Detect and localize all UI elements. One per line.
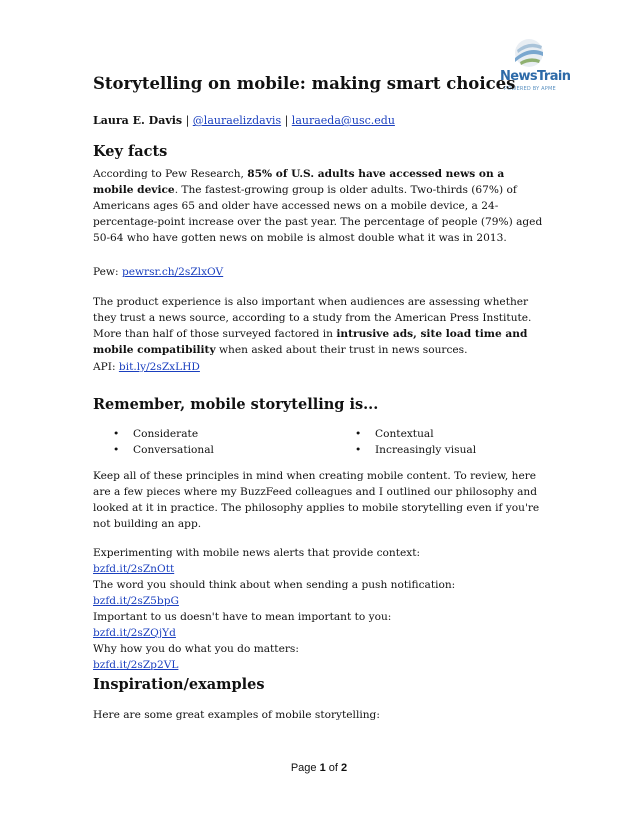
- page-label: Page: [290, 762, 320, 774]
- principles-column-right: [355, 426, 476, 458]
- source-label: API:: [93, 361, 119, 373]
- principles-column-left: [113, 426, 214, 458]
- page-of-label: of: [325, 762, 342, 774]
- paragraph-text: The product experience is also important when audiences are assessing whether they trust a news source, according to a study from the American Press Institute. More than half of those surveyed factored in: [93, 296, 532, 340]
- paragraph-text: According to Pew Research,: [93, 168, 248, 180]
- page-title: Storytelling on mobile: making smart choices: [93, 74, 516, 93]
- byline: [93, 114, 395, 127]
- list-item: • Contextual: [355, 426, 476, 442]
- list-item: • Considerate: [113, 426, 214, 442]
- article-link[interactable]: bzfd.it/2sZQjYd: [93, 627, 176, 639]
- newstrain-logo-mark-icon: [512, 38, 546, 68]
- inspiration-paragraph: Here are some great examples of mobile storytelling:: [93, 709, 380, 721]
- source-label: Pew:: [93, 266, 122, 278]
- pew-source: [93, 264, 545, 280]
- highlight-text: intrusive ads, site load time and mobile compatibility: [93, 328, 528, 356]
- paragraph-text: . The fastest-growing group is older adults. Two-thirds (67%) of Americans ages 65 and older have accessed news on a mobile device, a 24-percentage-point increase over the past year. The percentage of people (79%) aged 50-64 who have gotten news on mobile is almost double what it was in 2013.: [93, 184, 543, 244]
- highlight-text: 85% of U.S. adults have accessed news on a mobile device: [93, 168, 505, 196]
- trust-paragraph: [93, 294, 545, 358]
- api-link[interactable]: bit.ly/2sZxLHD: [118, 361, 200, 373]
- logo-brand-text: NewsTrain: [500, 69, 571, 84]
- key-facts-heading: Key facts: [93, 143, 168, 160]
- paragraph-text: when asked about their trust in news sources.: [215, 344, 468, 356]
- article-link[interactable]: bzfd.it/2sZp2VL: [93, 659, 179, 671]
- twitter-link[interactable]: @lauraelizdavis: [192, 114, 282, 127]
- list-item: • Conversational: [113, 442, 214, 458]
- page-footer: [0, 762, 638, 774]
- principles-paragraph: Keep all of these principles in mind when creating mobile content. To review, here are a few pieces where my BuzzFeed colleagues and I outlined our philosophy and looked at it in practice. The philosophy applies to mobile storytelling even if you're not building an app.: [93, 470, 540, 530]
- remember-heading: Remember, mobile storytelling is...: [93, 396, 379, 413]
- logo-tagline: POWERED BY APME: [504, 86, 556, 92]
- key-facts-paragraph: [93, 166, 545, 246]
- link-description: Experimenting with mobile news alerts that provide context:: [93, 547, 421, 559]
- email-link[interactable]: lauraeda@usc.edu: [291, 114, 395, 127]
- link-description: The word you should think about when sending a push notification:: [93, 579, 456, 591]
- link-description: Important to us doesn't have to mean important to you:: [93, 611, 392, 623]
- article-link[interactable]: bzfd.it/2sZ5bpG: [93, 595, 179, 607]
- pew-link[interactable]: pewrsr.ch/2sZlxOV: [121, 266, 224, 278]
- list-item: • Increasingly visual: [355, 442, 476, 458]
- link-description: Why how you do what you do matters:: [93, 643, 299, 655]
- page-total: 2: [341, 762, 348, 774]
- buzzfeed-links: [93, 545, 553, 673]
- inspiration-heading: Inspiration/examples: [93, 676, 265, 693]
- author-name: Laura E. Davis: [93, 114, 183, 127]
- api-source: [93, 359, 545, 375]
- byline-separator: |: [281, 114, 292, 127]
- byline-separator: |: [182, 114, 193, 127]
- page-number: 1: [319, 762, 326, 774]
- article-link[interactable]: bzfd.it/2sZnOtt: [93, 563, 175, 575]
